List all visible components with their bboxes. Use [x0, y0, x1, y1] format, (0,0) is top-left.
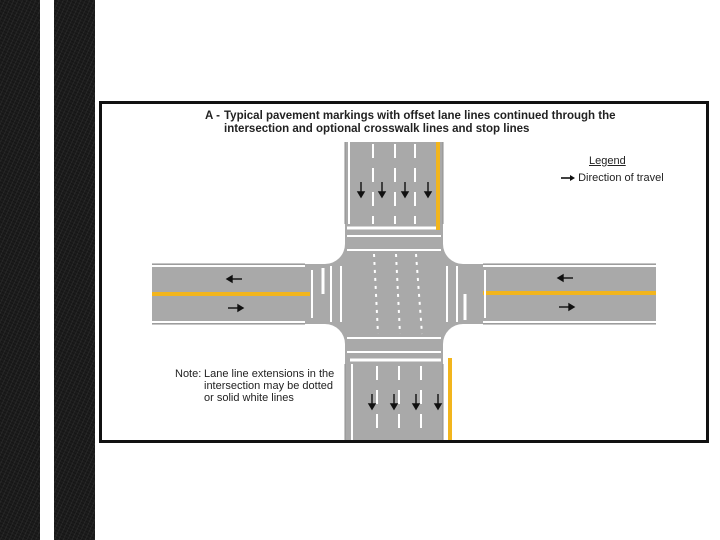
center-line-north — [436, 142, 440, 230]
dark-texture-bar-left — [0, 0, 40, 540]
note-line-3: or solid white lines — [204, 392, 294, 404]
corner-nw — [305, 224, 345, 264]
note-line-1: Lane line extensions in the — [204, 368, 335, 380]
center-line-west — [152, 292, 310, 296]
caption-line-2: intersection and optional crosswalk lines and stop lines — [224, 123, 530, 135]
legend-row — [561, 172, 701, 184]
dark-texture-bar-right — [54, 0, 95, 540]
right-arrow-icon — [561, 174, 575, 182]
note-label: Note: — [175, 368, 202, 380]
caption-prefix: A - — [205, 110, 220, 122]
legend-arrow-label: Direction of travel — [578, 172, 664, 184]
caption-line-1: Typical pavement markings with offset lane lines continued through the — [224, 110, 616, 122]
legend — [561, 155, 701, 184]
diagram-note — [175, 368, 375, 404]
diagram-caption — [205, 110, 675, 136]
corner-ne — [443, 224, 483, 264]
center-line-south — [448, 358, 452, 440]
intersection-area — [325, 244, 463, 344]
corner-sw — [305, 324, 345, 364]
note-line-2: intersection may be dotted — [204, 380, 334, 392]
diagram-frame — [99, 101, 709, 443]
legend-title: Legend — [589, 155, 626, 167]
center-line-east — [483, 291, 656, 295]
